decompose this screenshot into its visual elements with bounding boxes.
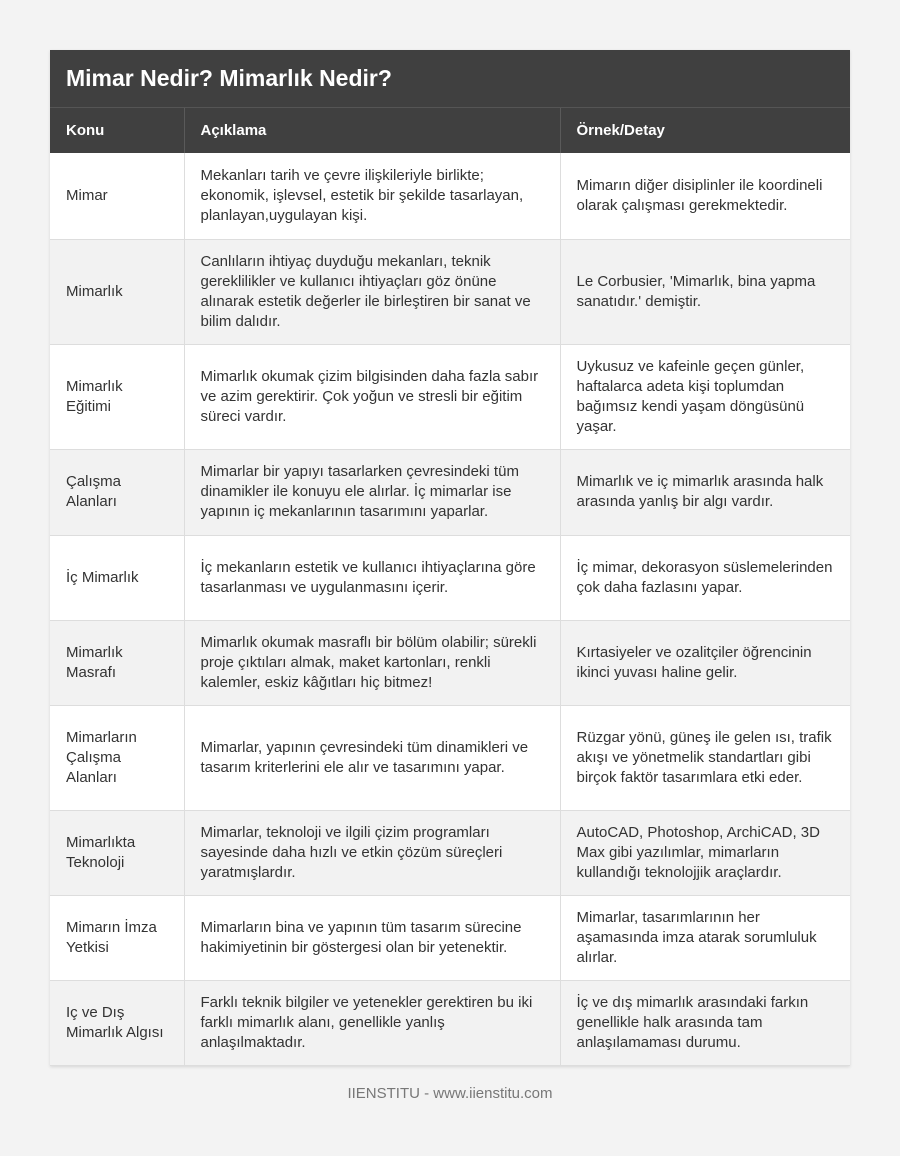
topic-cell: İç Mimarlık [50, 535, 184, 620]
description-cell: Mimarlar, teknoloji ve ilgili çizim programları sayesinde daha hızlı ve etkin çözüm süreçleri yaratmışlardır. [184, 810, 560, 895]
table-title: Mimar Nedir? Mimarlık Nedir? [50, 50, 850, 108]
description-cell: Mimarlık okumak çizim bilgisinden daha fazla sabır ve azim gerektirir. Çok yoğun ve stresli bir eğitim süreci vardır. [184, 344, 560, 449]
table-row [50, 535, 850, 620]
detail-cell: Rüzgar yönü, güneş ile gelen ısı, trafik akışı ve yönetmelik standartları gibi birçok faktör tasarımlara etki eder. [560, 705, 850, 810]
detail-cell: İç ve dış mimarlık arasındaki farkın genellikle halk arasında tam anlaşılamaması durumu. [560, 980, 850, 1065]
table-row [50, 449, 850, 535]
description-cell: Canlıların ihtiyaç duyduğu mekanları, teknik gereklilikler ve kullanıcı ihtiyaçları göz önüne alınarak estetik değerler ile birleştiren bir sanat ve bilim dalıdır. [184, 239, 560, 344]
content-table [50, 108, 850, 1066]
detail-cell: Kırtasiyeler ve ozalitçiler öğrencinin ikinci yuvası haline gelir. [560, 620, 850, 705]
detail-cell: İç mimar, dekorasyon süslemelerinden çok daha fazlasını yapar. [560, 535, 850, 620]
topic-cell: Mimarların Çalışma Alanları [50, 705, 184, 810]
description-cell: Mimarlık okumak masraflı bir bölüm olabilir; sürekli proje çıktıları almak, maket kartonları, renkli kalemler, eskiz kâğıtları hiç bitmez! [184, 620, 560, 705]
table-row [50, 895, 850, 980]
table-card [50, 50, 850, 1066]
topic-cell: Mimarlık Eğitimi [50, 344, 184, 449]
description-cell: Farklı teknik bilgiler ve yetenekler gerektiren bu iki farklı mimarlık alanı, genellikle yanlış anlaşılmaktadır. [184, 980, 560, 1065]
description-cell: Mimarlar bir yapıyı tasarlarken çevresindeki tüm dinamikler ile konuyu ele alırlar. İç mimarlar ise yapının iç mekanlarının tasarımını yaparlar. [184, 449, 560, 535]
footer-credit: IIENSTITU - www.iienstitu.com [347, 1085, 553, 1102]
detail-cell: Mimarın diğer disiplinler ile koordineli olarak çalışması gerekmektedir. [560, 153, 850, 239]
table-row [50, 344, 850, 449]
table-row [50, 810, 850, 895]
topic-cell: Mimarlık Masrafı [50, 620, 184, 705]
detail-cell: Uykusuz ve kafeinle geçen günler, haftalarca adeta kişi toplumdan bağımsız kendi yaşam döngüsünü yaşar. [560, 344, 850, 449]
topic-cell: Mimar [50, 153, 184, 239]
table-row [50, 620, 850, 705]
table-row [50, 705, 850, 810]
description-cell: Mimarların bina ve yapının tüm tasarım sürecine hakimiyetinin bir göstergesi olan bir yetenektir. [184, 895, 560, 980]
column-header-ornek: Örnek/Detay [560, 108, 850, 153]
header-row [50, 108, 850, 153]
detail-cell: Mimarlar, tasarımlarının her aşamasında imza atarak sorumluluk alırlar. [560, 895, 850, 980]
table-row [50, 153, 850, 239]
description-cell: Mimarlar, yapının çevresindeki tüm dinamikleri ve tasarım kriterlerini ele alır ve tasarımını yapar. [184, 705, 560, 810]
column-header-aciklama: Açıklama [184, 108, 560, 153]
topic-cell: Mimarlıkta Teknoloji [50, 810, 184, 895]
column-header-konu: Konu [50, 108, 184, 153]
topic-cell: Iç ve Dış Mimarlık Algısı [50, 980, 184, 1065]
table-row [50, 239, 850, 344]
topic-cell: Mimarlık [50, 239, 184, 344]
detail-cell: Le Corbusier, 'Mimarlık, bina yapma sanatıdır.' demiştir. [560, 239, 850, 344]
topic-cell: Çalışma Alanları [50, 449, 184, 535]
description-cell: İç mekanların estetik ve kullanıcı ihtiyaçlarına göre tasarlanması ve uygulanmasını içerir. [184, 535, 560, 620]
description-cell: Mekanları tarih ve çevre ilişkileriyle birlikte; ekonomik, işlevsel, estetik bir şekilde tasarlayan, planlayan,uygulayan kişi. [184, 153, 560, 239]
topic-cell: Mimarın İmza Yetkisi [50, 895, 184, 980]
detail-cell: Mimarlık ve iç mimarlık arasında halk arasında yanlış bir algı vardır. [560, 449, 850, 535]
table-row [50, 980, 850, 1065]
detail-cell: AutoCAD, Photoshop, ArchiCAD, 3D Max gibi yazılımlar, mimarların kullandığı teknolojjik araçlardır. [560, 810, 850, 895]
